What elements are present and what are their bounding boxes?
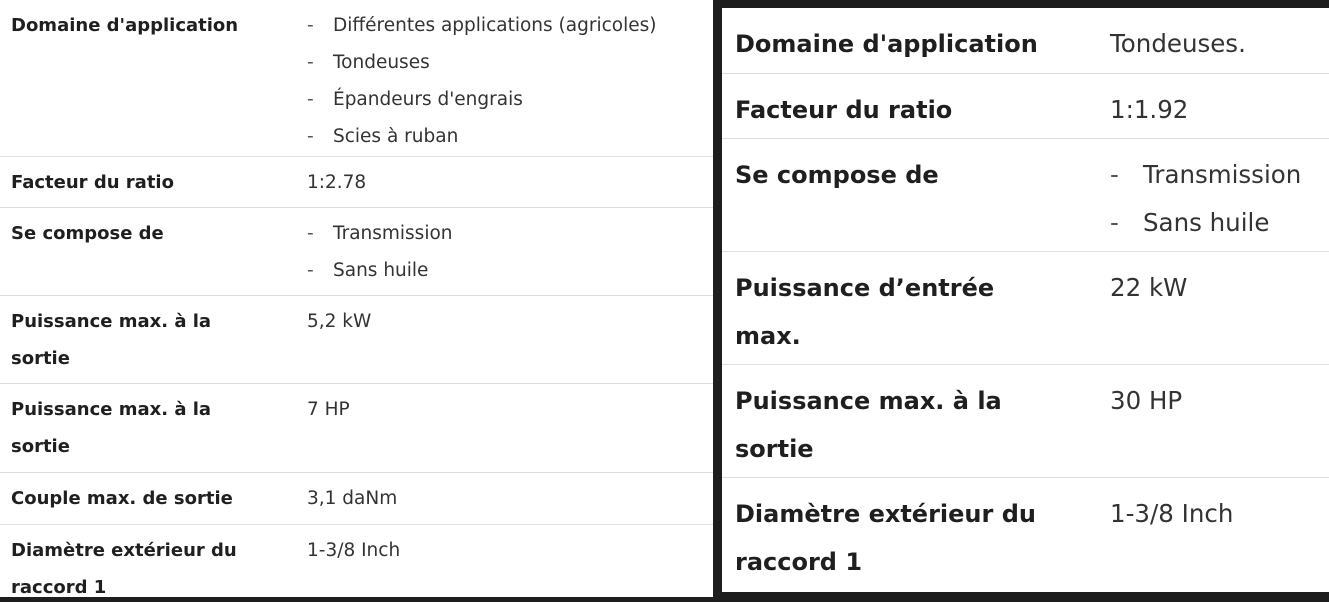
table-row: [722, 252, 1329, 365]
spec-value-list: [307, 215, 453, 289]
spec-value-list: [1110, 151, 1301, 247]
spec-label: Diamètre extérieur du raccord 1: [735, 500, 1036, 576]
spec-label: Puissance max. à la sortie: [735, 387, 1002, 463]
list-item: - Transmission: [307, 223, 453, 244]
table-row: [722, 478, 1329, 592]
spec-label: Couple max. de sortie: [11, 488, 233, 509]
spec-value: 7 HP: [307, 399, 350, 420]
spec-label: Facteur du ratio: [735, 96, 953, 124]
list-item: - Transmission: [1110, 160, 1302, 189]
spec-value: 5,2 kW: [307, 311, 372, 332]
spec-label: Domaine d'application: [735, 30, 1038, 58]
table-row: [0, 157, 713, 208]
list-item: - Différentes applications (agricoles): [307, 15, 657, 36]
spec-value: 1:1.92: [1110, 95, 1189, 124]
table-row: [0, 296, 713, 384]
spec-label: Facteur du ratio: [11, 172, 174, 193]
table-row: [0, 0, 713, 157]
table-row: [722, 139, 1329, 252]
list-item: - Sans huile: [1110, 208, 1270, 237]
spec-label: Se compose de: [11, 223, 164, 244]
table-row: [722, 8, 1329, 74]
list-item: - Sans huile: [307, 260, 429, 281]
spec-label: Domaine d'application: [11, 15, 239, 36]
table-row: [0, 384, 713, 473]
table-row: [722, 365, 1329, 478]
list-item: - Scies à ruban: [307, 126, 459, 147]
list-item: - Épandeurs d'engrais: [307, 89, 523, 110]
spec-value: 1:2.78: [307, 172, 367, 193]
spec-label: Diamètre extérieur du raccord 1: [11, 540, 237, 597]
table-row: [0, 208, 713, 296]
spec-value: 3,1 daNm: [307, 488, 398, 509]
spec-value-list: [307, 7, 656, 155]
spec-label: Puissance max. à la sortie: [11, 311, 212, 369]
list-item: - Tondeuses: [307, 52, 430, 73]
spec-label: Puissance max. à la sortie: [11, 399, 212, 457]
spec-label: Se compose de: [735, 161, 939, 189]
spec-value: 1-3/8 Inch: [307, 540, 401, 561]
spec-value: 22 kW: [1110, 273, 1188, 302]
spec-label: Puissance d’entrée max.: [735, 274, 995, 350]
spec-value: 1-3/8 Inch: [1110, 499, 1234, 528]
table-row: [0, 525, 713, 597]
right-spec-table: [722, 8, 1329, 592]
table-row: [0, 473, 713, 525]
spec-value: Tondeuses.: [1110, 29, 1246, 58]
spec-value: 30 HP: [1110, 386, 1183, 415]
table-row: [722, 74, 1329, 139]
